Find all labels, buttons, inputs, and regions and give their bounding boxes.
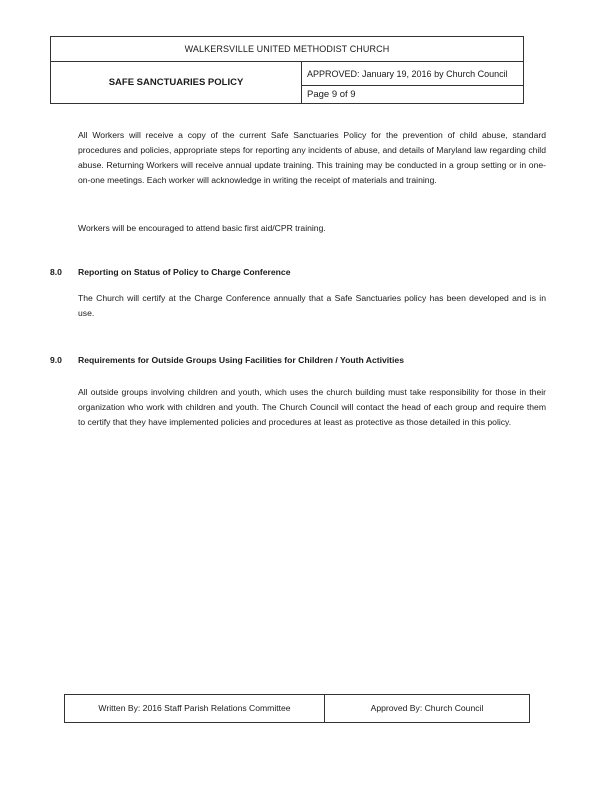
approval-line: APPROVED: January 19, 2016 by Church Council [302, 62, 524, 86]
training-paragraph: All Workers will receive a copy of the current Safe Sanctuaries Policy for the prevention of child abuse, standard procedures and policies, appropriate steps for reporting any incidents of abuse, and details of Maryland law regarding child abuse. Returning Workers will receive annual update training. This training may be conducted in a group setting or in one-on-one meetings. Each worker will acknowledge in writing the receipt of materials and training. [78, 130, 546, 185]
policy-title: SAFE SANCTUARIES POLICY [51, 62, 302, 104]
section-number: 8.0 [50, 267, 62, 277]
page-number: Page 9 of 9 [307, 89, 356, 100]
written-by: Written By: 2016 Staff Parish Relations Committee [65, 695, 325, 722]
section-number: 9.0 [50, 355, 62, 365]
section-heading: Reporting on Status of Policy to Charge Conference [78, 267, 291, 277]
document-header [50, 36, 524, 104]
section-body: The Church will certify at the Charge Conference annually that a Safe Sanctuaries policy has been developed and is in use. [78, 293, 546, 318]
organization-name: WALKERSVILLE UNITED METHODIST CHURCH [51, 37, 523, 62]
document-footer [64, 694, 530, 723]
first-aid-paragraph: Workers will be encouraged to attend basic first aid/CPR training. [78, 223, 326, 233]
approved-by: Approved By: Church Council [370, 703, 484, 713]
section-body: All outside groups involving children and youth, which uses the church building must take responsibility for those in their organization who work with children and youth. The Church Council will contact the head of each group and require them to certify that they have implemented policies and procedures at least as protective as those detailed in this policy. [78, 387, 546, 427]
section-heading: Requirements for Outside Groups Using Facilities for Children / Youth Activities [78, 355, 404, 365]
